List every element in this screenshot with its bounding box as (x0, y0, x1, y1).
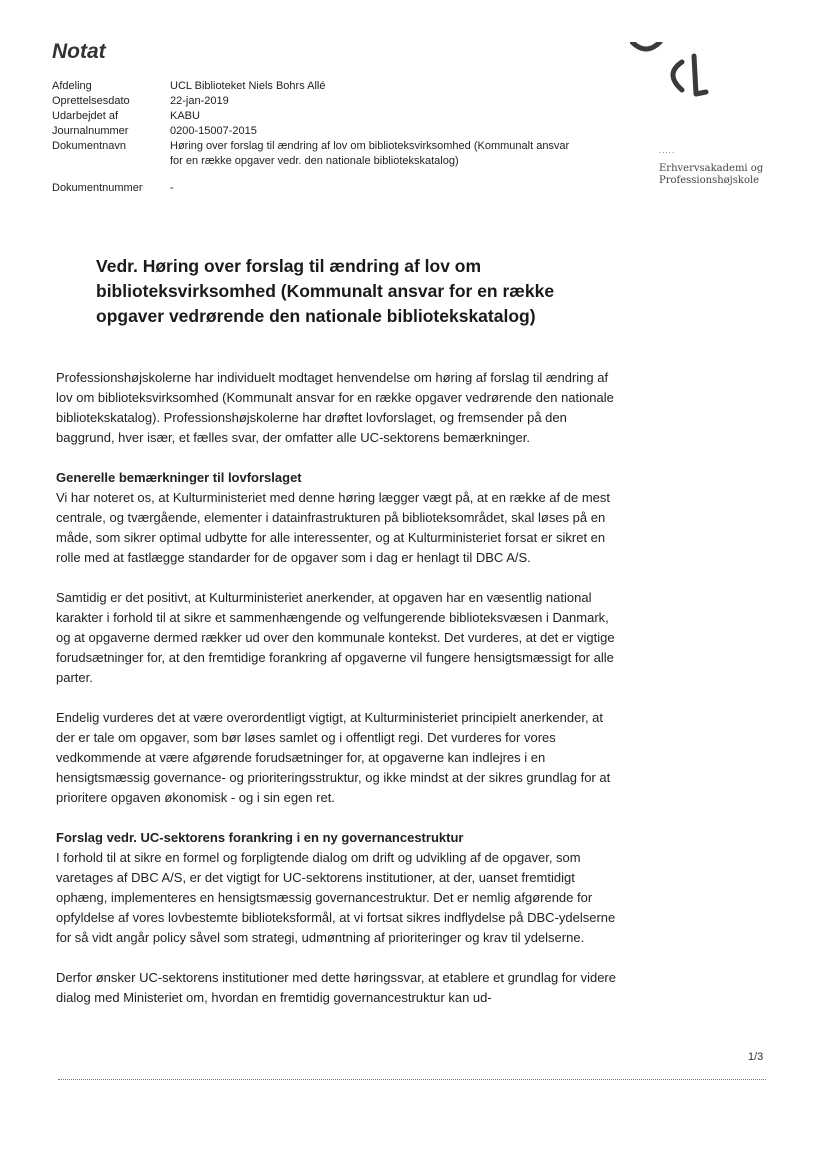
logo-text (659, 163, 799, 187)
document-title: Notat (52, 40, 106, 63)
logo-text-line: Erhvervsakademi og (659, 163, 764, 174)
meta-value: 22-jan-2019 (170, 95, 229, 107)
body-paragraph: Samtidig er det positivt, at Kulturministeriet anerkender, at opgaven har en væsentlig national karakter i forhold til at sikre et sammenhængende og velfungerende biblioteksvæsen i Danmark, og at opgaverne dermed rækker ud over den kommunale kontekst. Det vurderes, at det er vigtige forudsætninger for, at den fremtidige forankring af opgaverne vil fungere hensigtsmæssigt for alle parter. (56, 590, 615, 685)
section-heading: Generelle bemærkninger til lovforslaget (56, 470, 302, 485)
meta-label: Udarbejdet af (52, 110, 119, 122)
meta-label: Journalnummer (52, 125, 129, 137)
logo-text-line: Professionshøjskole (659, 175, 760, 186)
body-paragraph: Endelig vurderes det at være overordentligt vigtigt, at Kulturministeriet principielt anerkender, at der er tale om opgaver, som bør løses samlet og i offentligt regi. Det vurderes for vores vedkommende at være afgørende forudsætninger for, at opgaverne kan indlejres i en hensigtsmæssig governance- og prioriteringsstruktur, og ikke mindst at der sikres grundlag for at prioritere opgaven økonomisk - og i sin egen ret. (56, 710, 611, 805)
section-heading: Forslag vedr. UC-sektorens forankring i en ny governancestruktur (56, 830, 464, 845)
meta-label: Dokumentnummer (52, 182, 143, 194)
metadata-table (52, 79, 572, 196)
document-body (56, 368, 616, 1028)
meta-value: - (170, 182, 174, 194)
logo-dots: ..... (659, 146, 676, 155)
meta-row-dokumentnavn (52, 139, 572, 169)
ucl-logo-mark (630, 42, 740, 102)
body-paragraph: Vi har noteret os, at Kulturministeriet med denne høring lægger vægt på, at en række af de mest centrale, og tværgående, elementer i datainfrastrukturen på biblioteksområdet, skal løses på en måde, som sikrer optimal udbytte for alle interessenter, og at Kulturministeriet forsat er sikret en rolle med at fastlægge standarder for de opgaver som i dag er henlagt til DBC A/S. (56, 490, 610, 565)
body-paragraph: Derfor ønsker UC-sektorens institutioner med dette høringssvar, at etablere et grundlag for videre dialog med Ministeriet om, hvordan en fremtidig governancestruktur kan ud- (56, 970, 616, 1005)
meta-row-journalnummer (52, 124, 572, 139)
intro-paragraph: Professionshøjskolerne har individuelt modtaget henvendelse om høring af forslag til ændring af lov om biblioteksvirksomhed (Kommunalt ansvar for en række opgaver vedrørende den nationale bibliotekskatalog). Professionshøjskolerne har drøftet lovforslaget, og fremsender på den baggrund, hver især, et fælles svar, der omfatter alle UC-sektorens bemærkninger. (56, 370, 614, 445)
meta-row-dokumentnummer (52, 181, 572, 196)
body-paragraph: I forhold til at sikre en formel og forpligtende dialog om drift og udvikling af de opgaver, som varetages af DBC A/S, er det vigtigt for UC-sektorens institutioner, at der, uanset fremtidigt ophæng, implementeres en hensigtsmæssig governancestruktur. Det er nemlig afgørende for opfyldelse af vores lovbestemte biblioteksformål, at vi fortsat sikres indflydelse på DBC-ydelserne for så vidt angår policy såvel som strategi, udmøntning af prioriteringer og krav til ydelserne. (56, 850, 616, 945)
meta-row-afdeling (52, 79, 572, 94)
footer-divider (58, 1079, 766, 1080)
letter-heading: Vedr. Høring over forslag til ændring af lov om biblioteksvirksomhed (Kommunalt ansvar for en række opgaver vedrørende den nationale bibliotekskatalog) (96, 256, 555, 326)
meta-label: Oprettelsesdato (52, 95, 130, 107)
meta-value: 0200-15007-2015 (170, 125, 257, 137)
meta-row-oprettelsesdato (52, 94, 572, 109)
meta-label: Afdeling (52, 80, 92, 92)
meta-value: Høring over forslag til ændring af lov om biblioteksvirksomhed (Kommunalt ansvar for en række opgaver vedr. den nationale bibliotekskatalog) (170, 140, 570, 167)
meta-value: UCL Biblioteket Niels Bohrs Allé (170, 80, 326, 92)
ucl-logo (630, 42, 770, 186)
page-number: 1/3 (748, 1051, 764, 1063)
meta-label: Dokumentnavn (52, 140, 126, 152)
meta-value: KABU (170, 110, 200, 122)
meta-row-udarbejdet-af (52, 109, 572, 124)
